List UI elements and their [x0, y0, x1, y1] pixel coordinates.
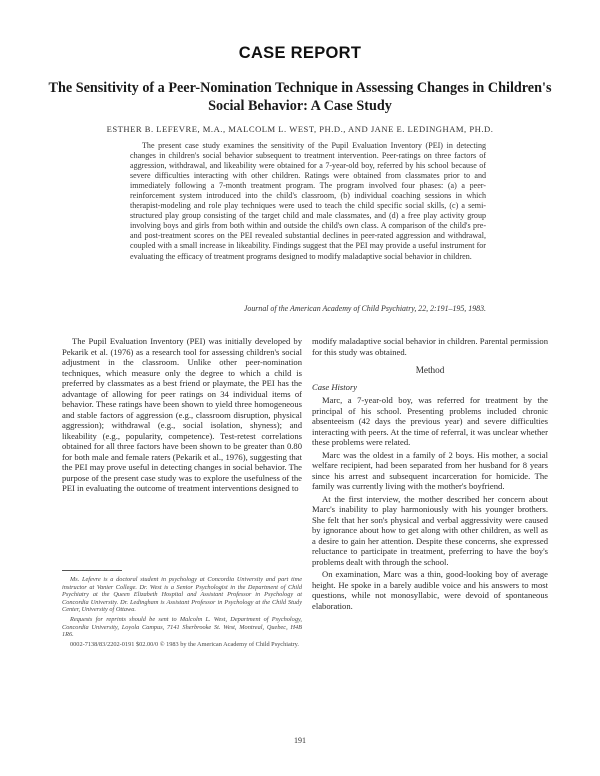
footnote-affiliations: Ms. Lefevre is a doctoral student in psychology at Concordia University and part time instructor at Vanier College. Dr. West is a Senior Psychologist in the Department of Child Psychiatry at the Queen Elizabeth Hospital and Assistant Professor in Psychology at Concordia University. Dr. Ledingham is Assistant Professor in Psychology at the Child Study Center, University of Ottawa.: [62, 576, 302, 614]
footnote-divider: [62, 570, 122, 571]
abstract: [130, 141, 486, 262]
footnotes: [62, 576, 302, 650]
intro-paragraph: The Pupil Evaluation Inventory (PEI) was initially developed by Pekarik et al. (1976) as a research tool for assessing children's social adjustment in the classroom. Unlike other peer-nomination techniques, which measure only the degree to which a child is preferred by classmates as a best friend or playmate, the PEI has the advantage of allowing for peer ratings on 34 individual items of behavior. These ratings have been shown to yield three homogeneous and stable factors of aggression (e.g., classroom disruption, physical aggression); withdrawal (e.g., social isolation, shyness); and likeability (e.g., popularity, competence). Test-retest correlations obtained for all three factors have been shown to be greater than 0.80 for both male and female raters (Pekarik et al., 1976), suggesting that the PEI may prove useful in detecting changes in social behavior. The purpose of the present case study was to explore the usefulness of the PEI in evaluating the outcome of treatment interventions designed to: [62, 336, 302, 493]
body-paragraph: On examination, Marc was a thin, good-looking boy of average height. He spoke in a barely audible voice and his answers to most questions, while not monosyllabic, were devoid of spontaneous elaboration.: [312, 569, 548, 611]
article-title: The Sensitivity of a Peer-Nomination Technique in Assessing Changes in Children's Social Behavior: A Case Study: [48, 80, 552, 114]
right-column: [312, 336, 548, 611]
left-column: [62, 336, 302, 494]
section-heading-method: Method: [415, 365, 445, 375]
body-paragraph: Marc, a 7-year-old boy, was referred for treatment by the principal of his school. Presenting problems included chronic absenteeism (42 days the previous year) and severe difficulties interacting with peers. At the time of referral, it was unclear whether these problems were related.: [312, 395, 548, 447]
subsection-heading-case-history: Case History: [312, 381, 358, 392]
report-heading: CASE REPORT: [238, 44, 362, 62]
body-paragraph: At the first interview, the mother described her concern about Marc's inability to play harmoniously with his younger brothers. She felt that her son's physical and verbal aggressivity were caused by ignorance about how to get along with other children, as well as a desire to gain her attention. Despite these concerns, she expressed reluctance to participate in treatment, preferring to have the boy's problems dealt with through the school.: [312, 493, 548, 567]
journal-citation: Journal of the American Academy of Child Psychiatry, 22, 2:191–195, 1983.: [243, 304, 486, 313]
footnote-copyright: 0002-7138/83/2202-0191 $02.00/0 © 1983 by the American Academy of Child Psychiatry.: [70, 640, 299, 648]
continuation-paragraph: modify maladaptive social behavior in children. Parental permission for this study was obtained.: [312, 336, 548, 357]
footnote-reprints: Requests for reprints should be sent to Malcolm L. West, Department of Psychology, Concordia University, Loyola Campus, 7141 Sherbrooke St. West, Montreal, Quebec, H4B 1R6.: [62, 615, 302, 639]
page-number: 191: [294, 736, 306, 745]
body-paragraph: Marc was the oldest in a family of 2 boys. His mother, a social welfare recipient, had been separated from her husband for 8 years since his arrest and subsequent incarceration for homicide. The family was currently living with the mother's boyfriend.: [312, 449, 548, 491]
abstract-text: The present case study examines the sensitivity of the Pupil Evaluation Inventory (PEI) in detecting changes in children's social behavior subsequent to treatment intervention. Peer-ratings on three factors of aggression, withdrawal, and likeability were obtained for a 7-year-old boy, referred by his school because of severe difficulties interacting with other children. Ratings were obtained from classmates prior to and immediately following a 7-month treatment program. The program involved four phases: (a) a peer-reinforcement system introduced into the child's classroom, (b) individual coaching sessions in which therapist-modeling and role play techniques were used to teach the child specific social skills, (c) a semi-structured play group consisting of the target child and male classmates, and (d) a free play activity group involving boys and girls from both within and outside the child's own class. A comparison of the child's pre- and post-treatment scores on the PEI revealed substantial declines in peer-rated aggression and withdrawal, coupled with a small increase in likeability. Findings suggest that the PEI may provide a useful instrument for evaluating the efficacy of treatment programs designed to modify maladaptive social behavior in children.: [130, 141, 486, 261]
author-line: ESTHER B. LEFEVRE, M.A., MALCOLM L. WEST, PH.D., AND JANE E. LEDINGHAM, PH.D.: [106, 124, 494, 134]
